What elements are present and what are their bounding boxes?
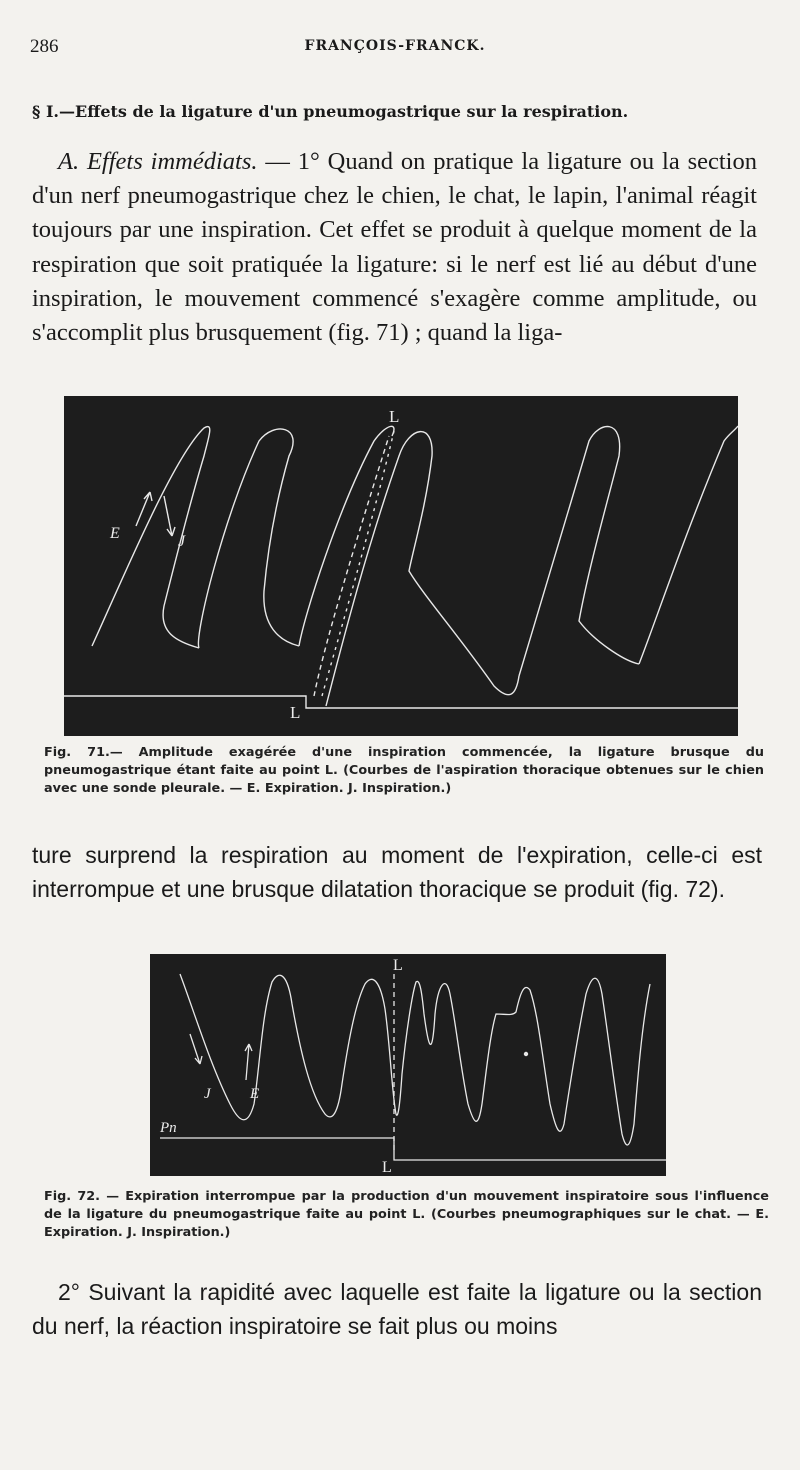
fig72-label-l-bottom: L — [382, 1159, 392, 1176]
fig71-label-j: J — [178, 533, 186, 550]
fig71-label-l-bottom: L — [290, 703, 301, 722]
figure-71-tracing — [64, 396, 738, 736]
fig71-label-l-top: L — [389, 407, 400, 426]
page-number: 286 — [30, 36, 59, 57]
paragraph-1-lead: A. Effets immédiats. — [58, 148, 258, 175]
fig72-label-l-top: L — [393, 957, 403, 974]
page-header — [30, 36, 760, 60]
figure-72-tracing — [150, 954, 666, 1176]
section-heading: § I.—Effets de la ligature d'un pneumogastrique sur la respiration. — [32, 102, 629, 121]
fig72-label-pn: Pn — [160, 1120, 177, 1136]
figure-72-caption: Fig. 72. — Expiration interrompue par la production d'un mouvement inspiratoire sous l'influence de la ligature du pneumogastrique faite au point L. (Courbes pneumographiques sur le chat. — E. Expiration. J. Inspiration.) — [44, 1189, 769, 1240]
running-head: FRANÇOIS-FRANCK. — [304, 38, 486, 54]
paragraph-3: 2° Suivant la rapidité avec laquelle est faite la ligature ou la section du nerf, la réaction inspiratoire se fait plus ou moins — [32, 1279, 762, 1339]
paragraph-2: ture surprend la respiration au moment de l'expiration, celle-ci est interrompue et une brusque dilatation thoracique se produit (fig. 72). — [32, 842, 762, 902]
paragraph-1-text: — 1° Quand on pratique la ligature ou la section d'un nerf pneumogastrique chez le chien, le chat, le lapin, l'animal réagit toujours par une inspiration. Cet effet se produit à quelque moment de la respiration que soit pratiquée la ligature: si le nerf est lié au début d'une inspiration, le mouvement commencé s'exagère comme amplitude, ou s'accomplit plus brusquement (fig. 71) ; quand la liga- — [32, 148, 757, 347]
figure-72 — [150, 954, 666, 1176]
fig72-label-e: E — [250, 1086, 260, 1102]
figure-71-caption: Fig. 71.— Amplitude exagérée d'une inspiration commencée, la ligature brusque du pneumogastrique étant faite au point L. (Courbes de l'aspiration thoracique obtenues sur le chien avec une sonde pleurale. — E. Expiration. J. Inspiration.) — [44, 745, 764, 796]
paragraph-1 — [32, 145, 757, 350]
figure-71 — [64, 396, 738, 736]
fig71-label-e: E — [110, 525, 120, 542]
fig72-label-j: J — [204, 1086, 211, 1102]
